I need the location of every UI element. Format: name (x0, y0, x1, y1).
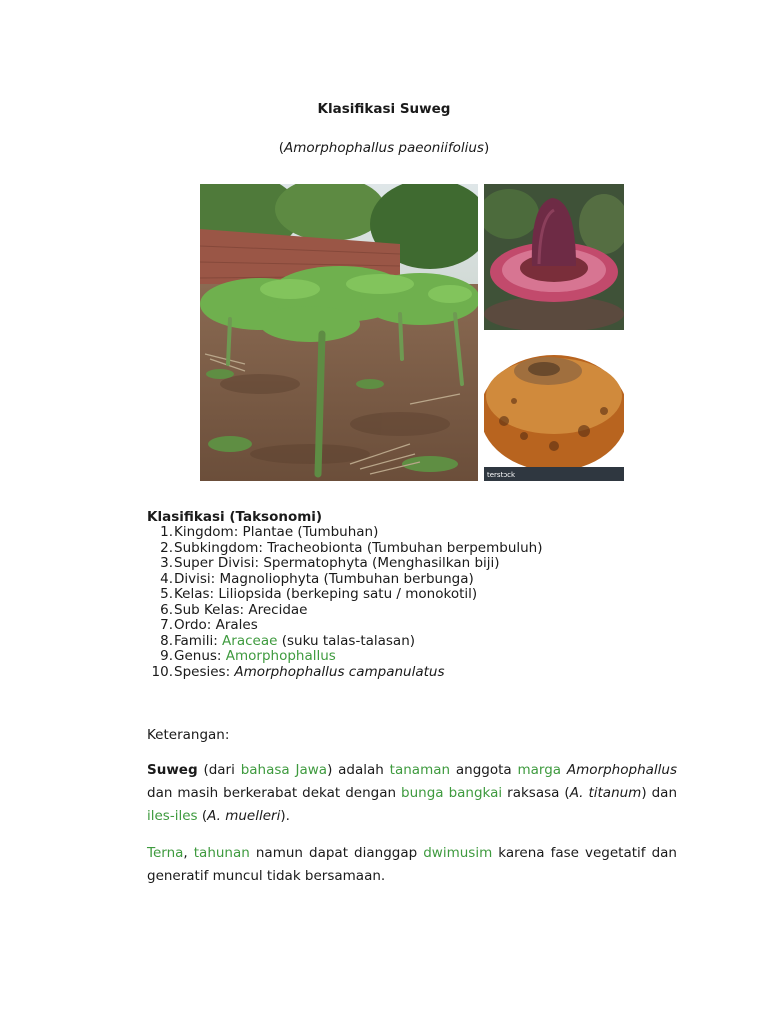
list-item: 7. Ordo: Arales (160, 617, 258, 633)
list-item: 2. Subkingdom: Tracheobionta (Tumbuhan berpembuluh) (160, 539, 543, 556)
list-item: 3. Super Divisi: Spermatophyta (Menghasilkan biji) (160, 555, 500, 571)
list-item: 8. Famili: Araceae (suku talas-talasan) (160, 632, 416, 649)
list-item: 1. Kingdom: Plantae (Tumbuhan) (160, 524, 379, 540)
paragraph-2: Terna, tahunan namun dapat dianggap dwimusim karena fase vegetatif dan generatif muncul tidak bersamaan. (147, 845, 677, 884)
suweg-tuber-photo (484, 341, 624, 481)
marga-link[interactable]: marga (517, 762, 562, 778)
page-subtitle: (Amorphophallus paeoniifolius) (278, 140, 490, 156)
tanaman-link[interactable]: tanaman (389, 762, 451, 778)
bahasa-jawa-link[interactable]: bahasa Jawa (240, 762, 328, 778)
tahunan-link[interactable]: tahunan (193, 845, 250, 861)
iles-iles-link[interactable]: iles-iles (147, 808, 198, 824)
list-item: 10. Spesies: Amorphophallus campanulatus (151, 663, 445, 680)
page-title: Klasifikasi Suweg (317, 101, 451, 117)
suweg-field-photo (200, 184, 478, 481)
paragraph-1: Suweg (dari bahasa Jawa) adalah tanaman anggota marga Amorphophallus dan masih berkerabat dekat dengan bunga bangkai raksasa (A. titanum) dan iles-iles (A. muelleri). (147, 762, 678, 824)
keterangan-label: Keterangan: (147, 727, 230, 743)
suweg-flower-photo (484, 184, 624, 330)
taxonomy-list (147, 525, 543, 680)
taxonomy-heading: Klasifikasi (Taksonomi) (147, 509, 323, 525)
species-name: Amorphophallus paeoniifolius (284, 140, 484, 156)
araceae-link[interactable]: Araceae (222, 632, 278, 649)
watermark-text: terstɔck (487, 471, 516, 479)
bunga-bangkai-link[interactable]: bunga bangkai (401, 785, 503, 801)
list-item: 6. Sub Kelas: Arecidae (160, 601, 308, 618)
dwimusim-link[interactable]: dwimusim (423, 845, 493, 861)
list-item: 4. Divisi: Magnoliophyta (Tumbuhan berbunga) (160, 570, 474, 587)
amorphophallus-link[interactable]: Amorphophallus (225, 648, 336, 664)
list-item: 9. Genus: Amorphophallus (160, 648, 336, 664)
list-item: 5. Kelas: Liliopsida (berkeping satu / monokotil) (160, 586, 478, 602)
terna-link[interactable]: Terna (147, 845, 184, 861)
